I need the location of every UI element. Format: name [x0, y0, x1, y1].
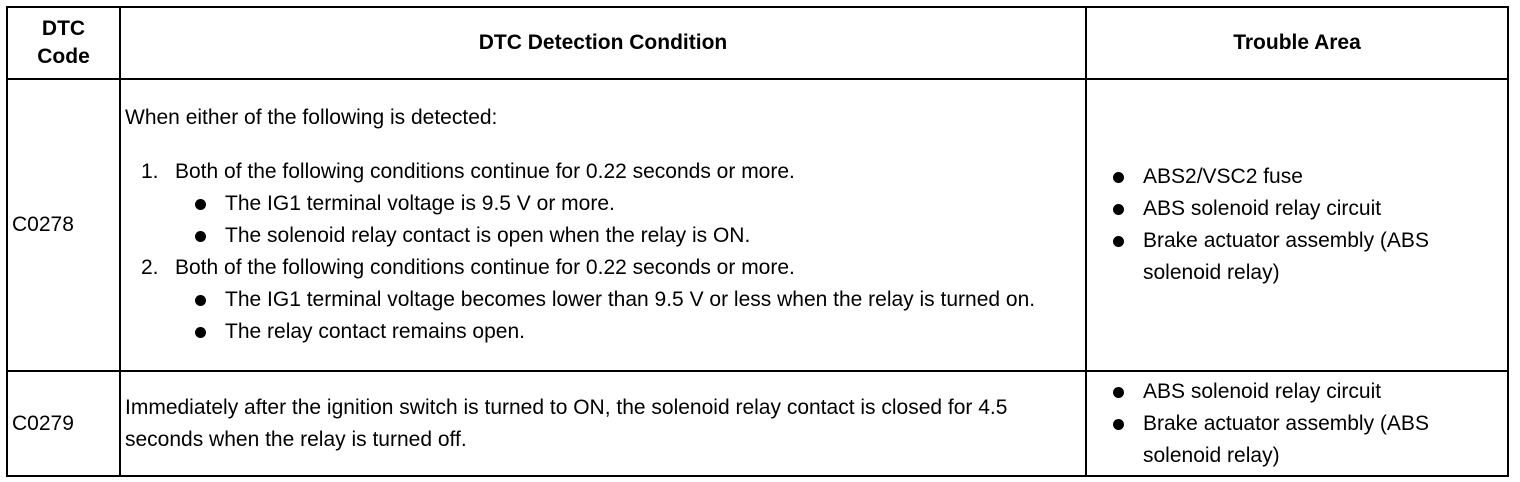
- bullet-icon: [195, 199, 206, 210]
- trouble-area-cell: [1086, 371, 1508, 476]
- table-row-c0279: [7, 371, 1508, 476]
- list-item: The IG1 terminal voltage is 9.5 V or more.: [125, 188, 1081, 220]
- bullet-icon: [1113, 236, 1124, 247]
- condition-text: Both of the following conditions continue for 0.22 seconds or more.: [175, 256, 795, 279]
- list-item: Brake actuator assembly (ABS solenoid relay): [1091, 408, 1503, 472]
- list-item: The IG1 terminal voltage becomes lower than 9.5 V or less when the relay is turned on.: [125, 284, 1081, 316]
- trouble-area-list: [1091, 161, 1503, 289]
- condition-number: 2.: [141, 256, 159, 279]
- header-dtc-code: DTC Code: [7, 7, 120, 79]
- list-item: ABS solenoid relay circuit: [1091, 193, 1503, 225]
- condition-text: Both of the following conditions continue for 0.22 seconds or more.: [175, 160, 795, 183]
- detection-condition-cell: [120, 79, 1086, 371]
- bullet-icon: [1113, 204, 1124, 215]
- bullet-icon: [1113, 172, 1124, 183]
- condition-bullet-list: [125, 284, 1081, 348]
- bullet-icon: [1113, 419, 1124, 430]
- list-item: The solenoid relay contact is open when the relay is ON.: [125, 220, 1081, 252]
- condition-item-1: [125, 156, 1081, 188]
- bullet-icon: [195, 327, 206, 338]
- bullet-icon: [195, 231, 206, 242]
- trouble-area-list: [1091, 376, 1503, 472]
- trouble-area-cell: [1086, 79, 1508, 371]
- header-detection-condition: DTC Detection Condition: [120, 7, 1086, 79]
- bullet-icon: [195, 295, 206, 306]
- condition-item-2: [125, 252, 1081, 284]
- list-item: The relay contact remains open.: [125, 316, 1081, 348]
- dtc-table: [6, 6, 1509, 477]
- header-row: [7, 7, 1508, 79]
- list-item: Brake actuator assembly (ABS solenoid relay): [1091, 225, 1503, 289]
- dtc-code-cell: C0279: [7, 371, 120, 476]
- condition-intro: When either of the following is detected:: [125, 106, 498, 129]
- condition-bullet-list: [125, 188, 1081, 252]
- list-item: ABS solenoid relay circuit: [1091, 376, 1503, 408]
- table-row-c0278: [7, 79, 1508, 371]
- dtc-code-cell: C0278: [7, 79, 120, 371]
- condition-number: 1.: [141, 160, 159, 183]
- header-trouble-area: Trouble Area: [1086, 7, 1508, 79]
- bullet-icon: [1113, 387, 1124, 398]
- detection-condition-cell: Immediately after the ignition switch is turned to ON, the solenoid relay contact is closed for 4.5 seconds when the relay is turned off.: [120, 371, 1086, 476]
- list-item: ABS2/VSC2 fuse: [1091, 161, 1503, 193]
